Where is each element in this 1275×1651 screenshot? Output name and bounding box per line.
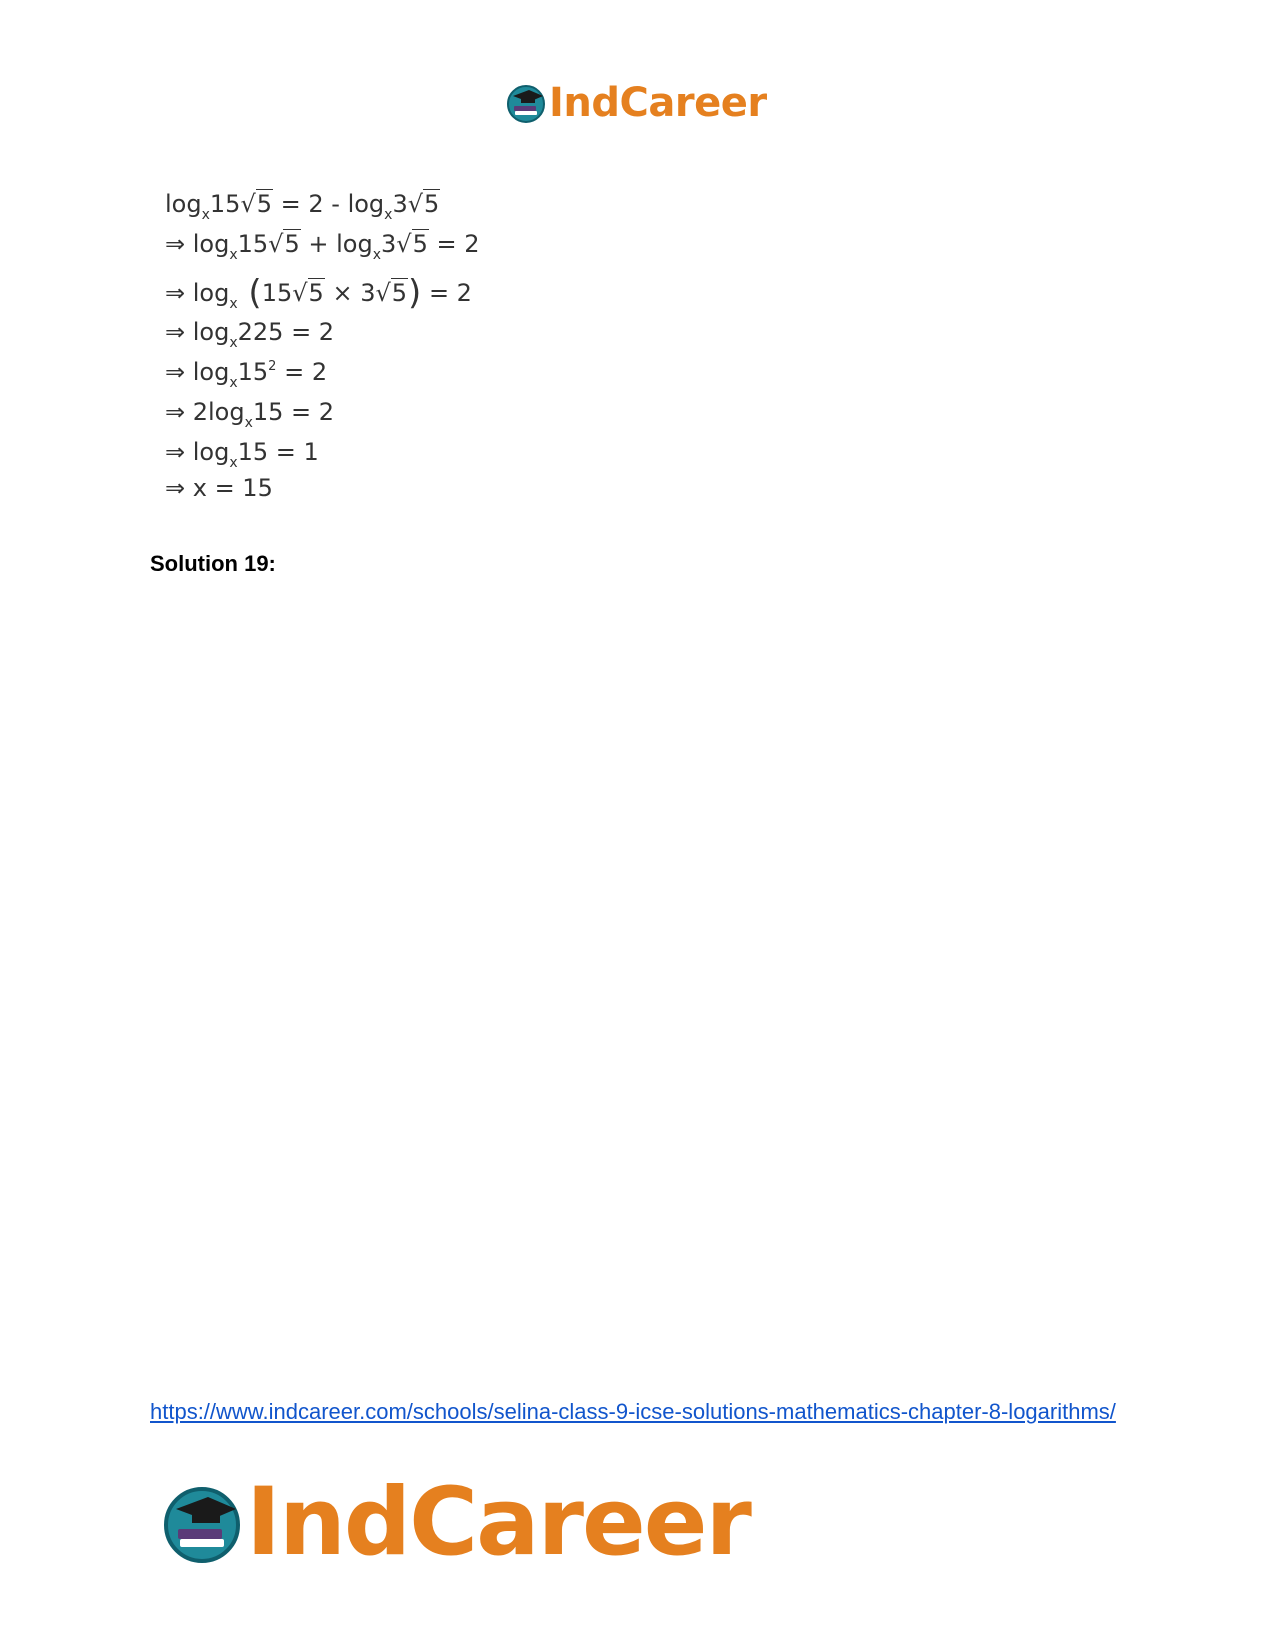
equation-line-3: ⇒ $\log_x (15√5 \times 3√5) = 2$	[165, 273, 472, 313]
solution-heading: Solution 19:	[150, 551, 276, 576]
equation-line-2: ⇒ $\log_x15√5 + \log_x3√5 = 2$	[165, 230, 480, 263]
equation-line-8: ⇒ x = 15	[165, 474, 273, 502]
graduation-cap-logo-icon	[160, 1481, 244, 1565]
footer-logo	[160, 1468, 750, 1577]
equation-line-5: ⇒ $\log_x15^2 = 2$	[165, 358, 328, 391]
sqrt-symbol: √5	[407, 190, 440, 218]
equation-line-1: $\log_x15√5 = 2 - \log_x3√5$	[165, 190, 440, 223]
sqrt-symbol: √5	[240, 190, 273, 218]
equation-line-7: ⇒ $\log_x15 = 1$	[165, 438, 319, 471]
source-url-link[interactable]: https://www.indcareer.com/schools/selina-class-9-icse-solutions-mathematics-chapter-8-logarithms/	[150, 1399, 1116, 1424]
sqrt-symbol: √5	[375, 279, 408, 307]
sqrt-symbol: √5	[268, 230, 300, 258]
sqrt-symbol: √5	[292, 279, 324, 307]
equation-line-4: ⇒ $\log_x225 = 2$	[165, 318, 335, 351]
header-logo	[505, 80, 767, 126]
graduation-cap-logo-icon	[505, 82, 547, 124]
equation-line-6: ⇒ $2\log_x15 = 2$	[165, 398, 335, 431]
sqrt-symbol: √5	[396, 230, 428, 258]
logo-wordmark: IndCareer	[549, 80, 767, 126]
logo-wordmark: IndCareer	[246, 1468, 750, 1577]
